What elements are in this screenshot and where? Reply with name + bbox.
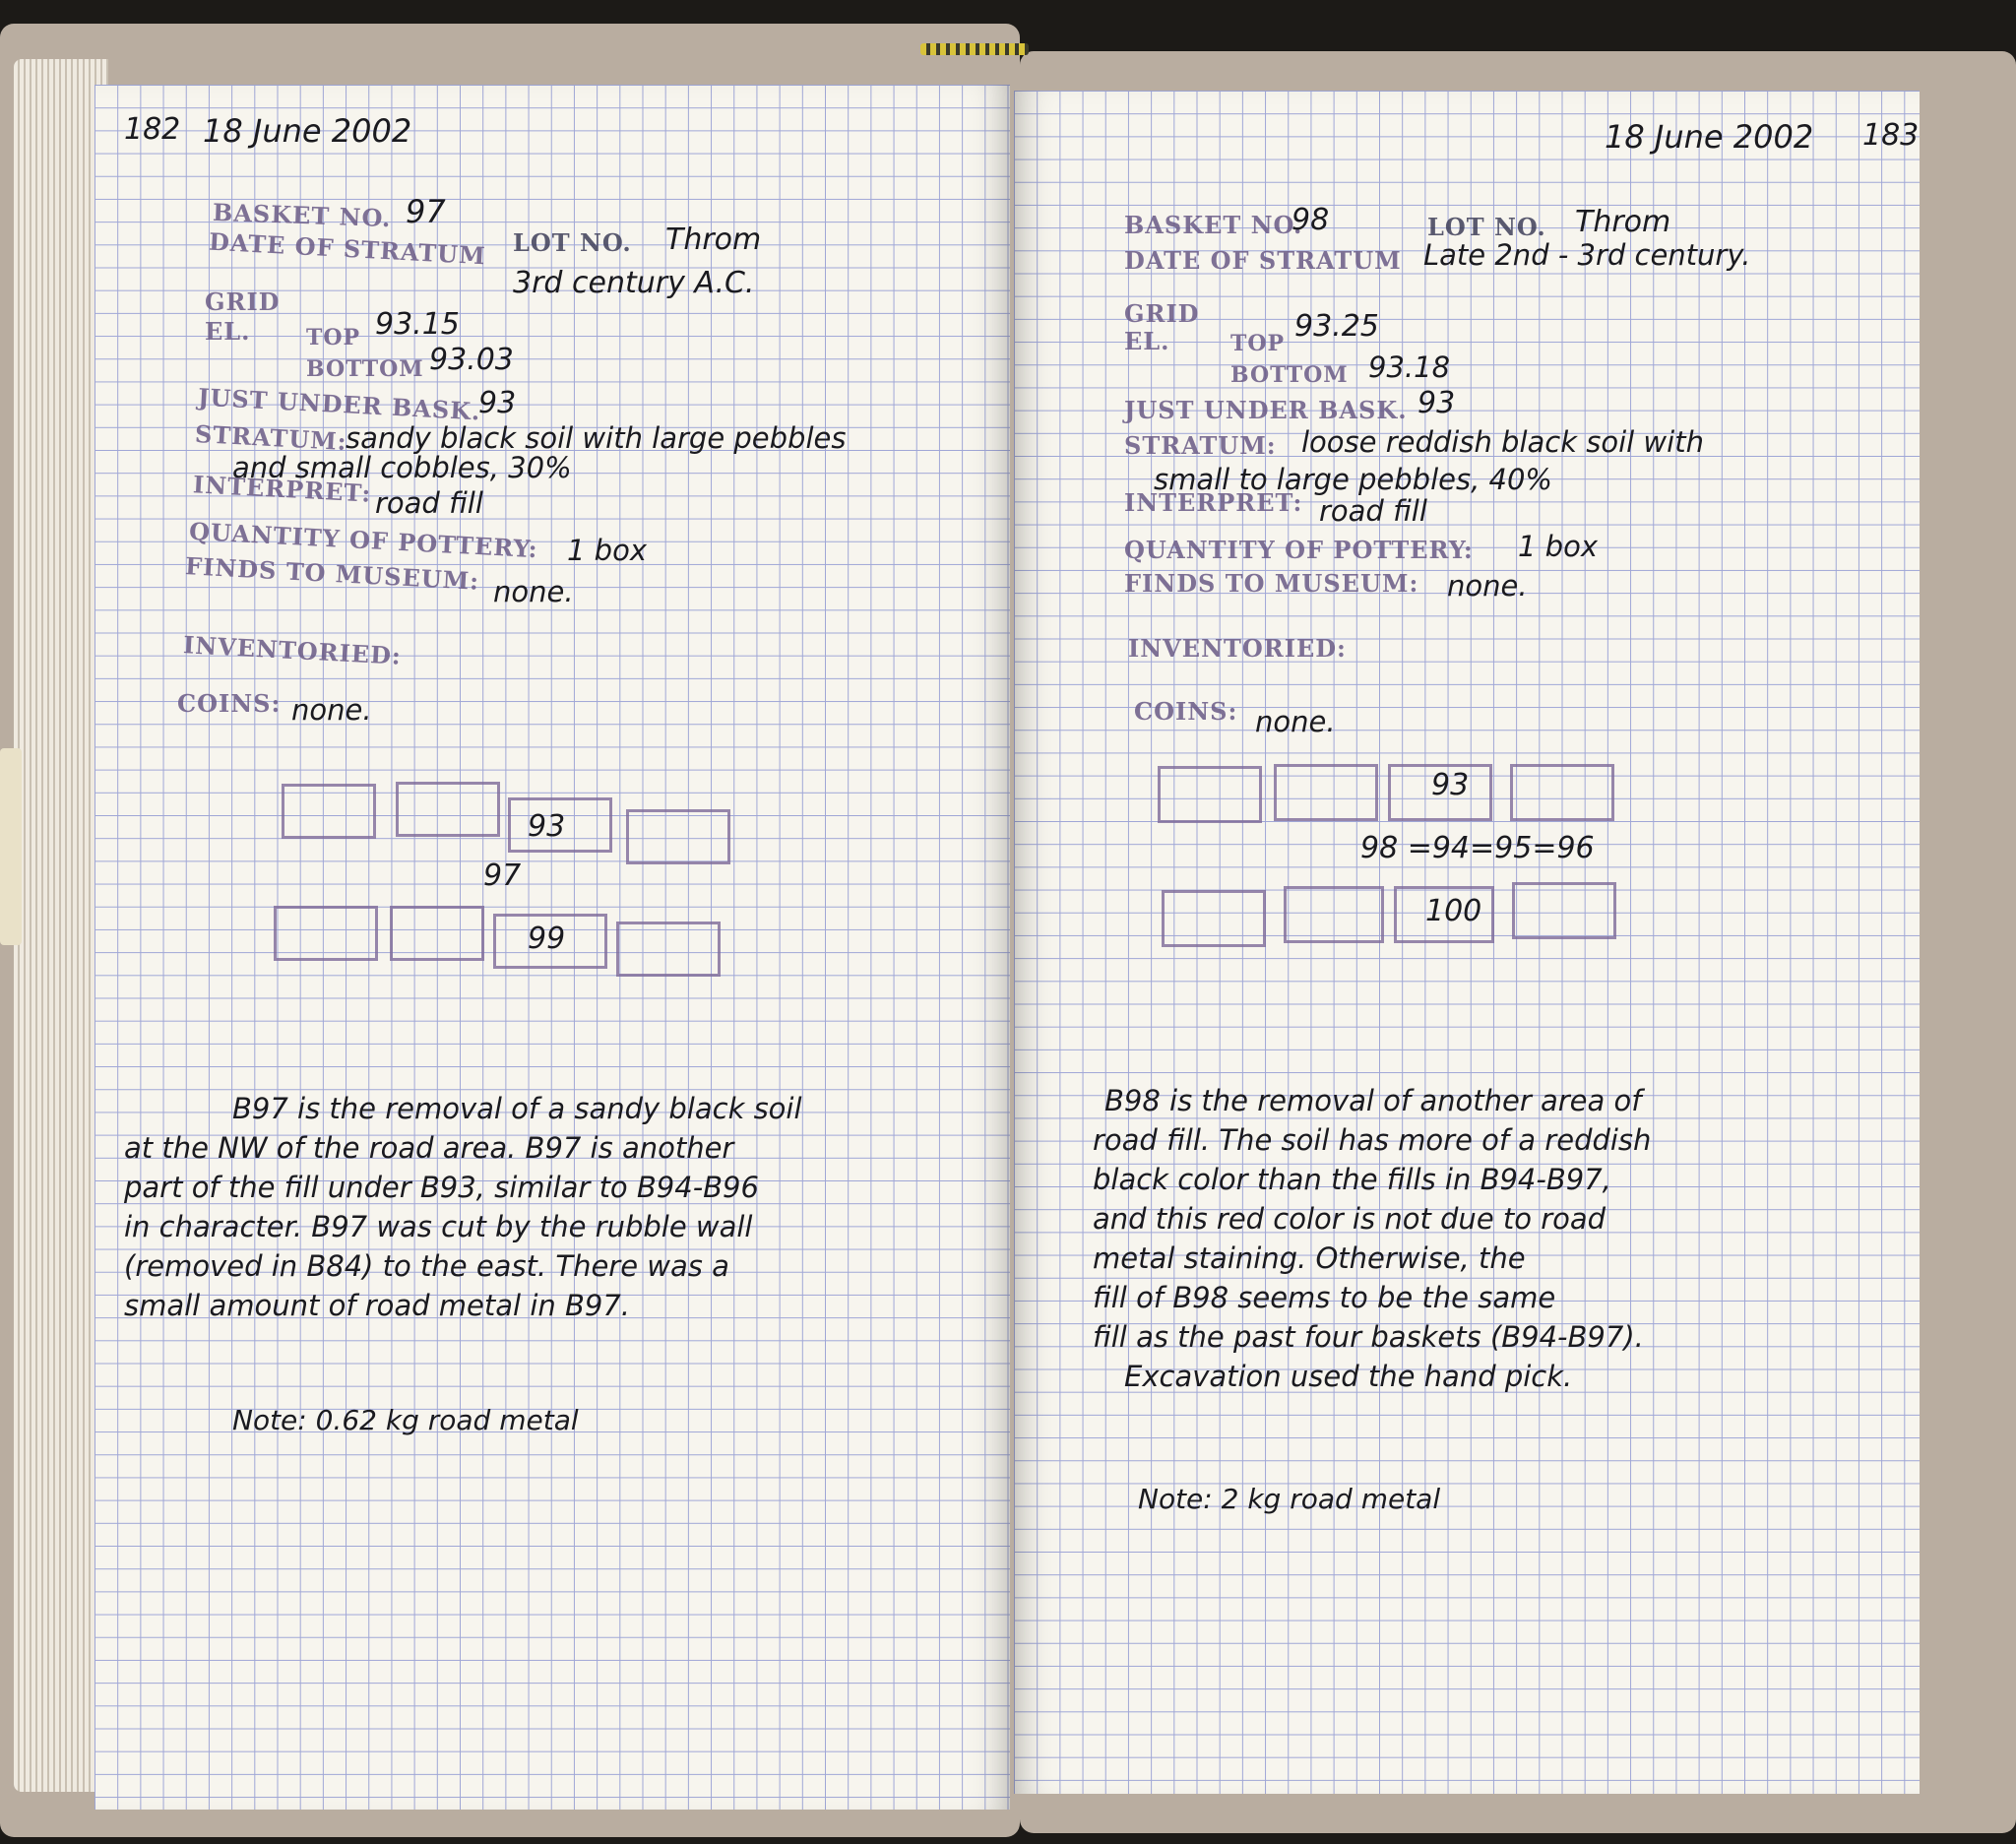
value-coins: none. — [291, 693, 372, 727]
label-top: TOP — [1230, 331, 1286, 356]
diagram-label-b: 98 =94=95=96 — [1360, 831, 1595, 865]
label-lot: LOT NO. — [513, 228, 632, 257]
note-line: Note: 2 kg road metal — [1138, 1483, 1441, 1515]
label-finds: FINDS TO MUSEUM: — [1124, 569, 1419, 598]
diagram-box — [1284, 886, 1384, 943]
diagram-box — [616, 922, 721, 977]
diagram-label-a: 93 — [528, 809, 566, 844]
value-lot: Throm — [1575, 205, 1671, 239]
label-grid: GRID — [1124, 299, 1200, 328]
label-coins: COINS: — [177, 689, 282, 718]
value-top: 93.25 — [1294, 309, 1379, 344]
label-quantity-pottery: QUANTITY OF POTTERY: — [1124, 536, 1474, 564]
label-stratum: STRATUM: — [194, 418, 348, 457]
diagram-label-a: 93 — [1431, 768, 1470, 802]
label-coins: COINS: — [1134, 697, 1238, 726]
paragraph-line: small amount of road metal in B97. — [124, 1289, 630, 1322]
value-interpret: road fill — [375, 486, 483, 520]
diagram-box — [1158, 766, 1262, 823]
label-bottom: BOTTOM — [306, 356, 424, 382]
diagram-box — [1162, 890, 1266, 947]
paragraph-line: B97 is the removal of a sandy black soil — [232, 1092, 802, 1125]
paragraph-line: in character. B97 was cut by the rubble wall — [124, 1210, 753, 1243]
label-finds: FINDS TO MUSEUM: — [184, 551, 480, 596]
label-date-stratum: DATE OF STRATUM — [1124, 246, 1402, 275]
paragraph-line: and this red color is not due to road — [1093, 1202, 1606, 1236]
page-number: 183 — [1862, 118, 1920, 153]
label-el: EL. — [1124, 327, 1170, 355]
value-top: 93.15 — [375, 307, 460, 342]
value-just-under: 93 — [1418, 386, 1456, 420]
diagram-box — [282, 784, 376, 839]
value-finds: none. — [493, 575, 574, 608]
label-interpret: INTERPRET: — [192, 470, 373, 508]
label-basket: BASKET NO. — [1124, 211, 1303, 239]
value-lot: Throm — [665, 223, 762, 257]
label-just-under: JUST UNDER BASK. — [1124, 396, 1408, 424]
value-finds: none. — [1447, 569, 1528, 603]
label-quantity-pottery: QUANTITY OF POTTERY: — [188, 516, 539, 564]
paragraph-line: part of the fill under B93, similar to B94-B96 — [124, 1171, 759, 1204]
diagram-label-c: 100 — [1425, 894, 1482, 928]
diagram-box — [396, 782, 500, 837]
value-stratum-line1: loose reddish black soil with — [1301, 425, 1704, 459]
value-stratum-line1: sandy black soil with large pebbles — [346, 421, 847, 455]
label-el: EL. — [205, 317, 251, 346]
label-lot: LOT NO. — [1427, 213, 1546, 241]
page-number: 182 — [124, 112, 181, 147]
paragraph-line: black color than the fills in B94-B97, — [1093, 1163, 1611, 1196]
label-grid: GRID — [205, 287, 281, 316]
value-coins: none. — [1255, 705, 1336, 738]
paragraph-line: fill as the past four baskets (B94-B97). — [1093, 1320, 1644, 1354]
label-interpret: INTERPRET: — [1124, 488, 1303, 517]
value-date-stratum: 3rd century A.C. — [513, 266, 755, 300]
diagram-box — [1510, 764, 1614, 821]
bookmark-ribbon — [0, 748, 22, 945]
label-stratum: STRATUM: — [1124, 431, 1277, 460]
label-date-stratum: DATE OF STRATUM — [208, 226, 487, 271]
diagram-box — [274, 906, 378, 961]
value-just-under: 93 — [478, 386, 517, 420]
diagram-box — [1274, 764, 1378, 821]
right-page — [1014, 91, 1920, 1794]
page-date: 18 June 2002 — [1605, 118, 1814, 156]
paragraph-line: road fill. The soil has more of a reddish — [1093, 1123, 1652, 1157]
value-stratum-line2: and small cobbles, 30% — [232, 451, 572, 484]
label-just-under: JUST UNDER BASK. — [197, 382, 482, 426]
paragraph-line: metal staining. Otherwise, the — [1093, 1241, 1526, 1275]
label-inventoried: INVENTORIED: — [182, 630, 403, 670]
label-bottom: BOTTOM — [1230, 362, 1349, 388]
diagram-box — [626, 809, 730, 864]
notes-paragraph — [1093, 1081, 1651, 1396]
diagram-label-b: 97 — [483, 858, 522, 893]
page-date: 18 June 2002 — [203, 112, 412, 150]
spine-binding — [920, 43, 1029, 55]
label-inventoried: INVENTORIED: — [1128, 634, 1347, 663]
paragraph-line: B98 is the removal of another area of — [1104, 1084, 1642, 1117]
diagram-box — [1512, 882, 1616, 939]
paragraph-line: (removed in B84) to the east. There was a — [124, 1249, 729, 1283]
note-line: Note: 0.62 kg road metal — [232, 1404, 579, 1436]
paragraph-line: fill of B98 seems to be the same — [1093, 1281, 1556, 1314]
paragraph-line: Excavation used the hand pick. — [1124, 1360, 1573, 1393]
value-bottom: 93.03 — [429, 343, 514, 377]
left-page — [94, 85, 1010, 1810]
value-basket: 98 — [1292, 203, 1330, 237]
diagram-box — [390, 906, 484, 961]
notes-paragraph — [124, 1089, 802, 1325]
paragraph-line: at the NW of the road area. B97 is another — [124, 1131, 734, 1165]
value-bottom: 93.18 — [1368, 350, 1451, 384]
value-quantity-pottery: 1 box — [567, 534, 647, 567]
value-quantity-pottery: 1 box — [1518, 530, 1598, 563]
value-date-stratum: Late 2nd - 3rd century. — [1423, 238, 1751, 272]
value-basket: 97 — [406, 193, 446, 230]
value-interpret: road fill — [1319, 494, 1427, 528]
diagram-label-c: 99 — [528, 922, 566, 956]
value-stratum-line2: small to large pebbles, 40% — [1154, 463, 1552, 496]
label-top: TOP — [306, 325, 361, 350]
label-basket: BASKET NO. — [212, 197, 392, 233]
